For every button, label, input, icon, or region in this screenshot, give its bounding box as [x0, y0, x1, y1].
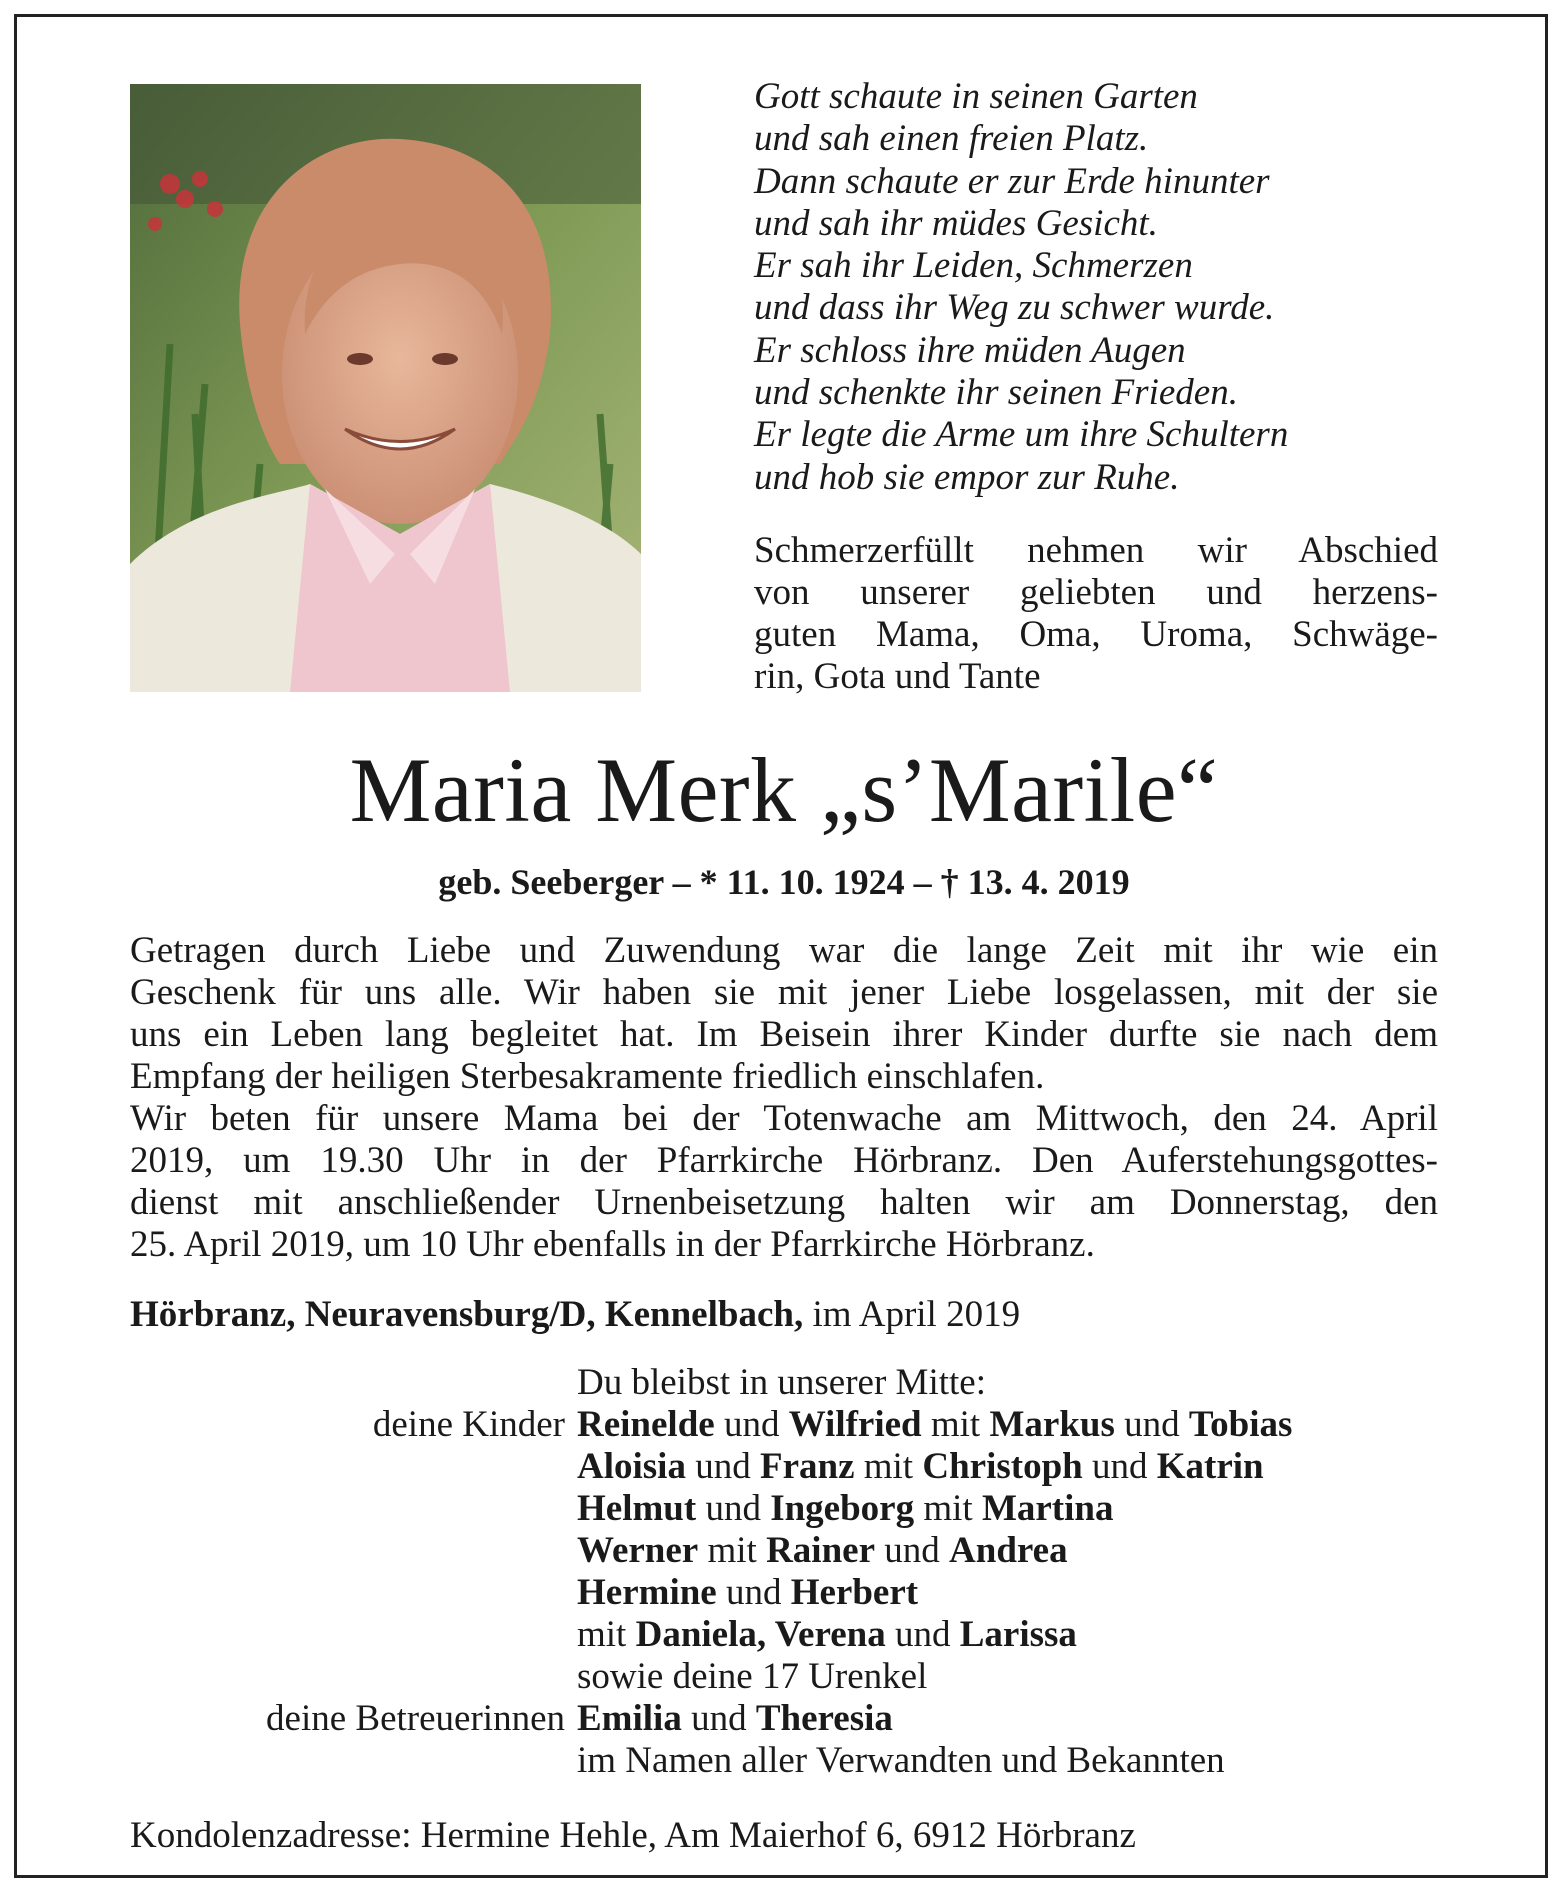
mourner-name: Markus — [989, 1404, 1115, 1445]
connector-text: mit — [577, 1614, 636, 1655]
mourner-name: Reinelde — [577, 1404, 715, 1445]
carers-row — [130, 1698, 1438, 1740]
mourner-name: Theresia — [755, 1698, 893, 1739]
children-names — [577, 1530, 1438, 1572]
body-line: dienst mit anschließender Urnenbeisetzung halten wir am Donnerstag, den — [130, 1182, 1438, 1223]
poem-line: Er schloss ihre müden Augen — [754, 329, 1186, 371]
children-row — [130, 1488, 1438, 1530]
mourners-list — [130, 1362, 1438, 1782]
mourner-name: Larissa — [959, 1614, 1077, 1655]
connector-text: und — [714, 1404, 789, 1445]
carers-names — [577, 1698, 1438, 1740]
mourner-name: Franz — [759, 1446, 855, 1487]
children-names — [577, 1446, 1438, 1488]
children-row — [130, 1656, 1438, 1698]
mourner-name: Helmut — [577, 1488, 697, 1529]
children-names — [577, 1572, 1438, 1614]
mourner-name: Tobias — [1188, 1404, 1293, 1445]
mourner-name: Katrin — [1156, 1446, 1264, 1487]
children-row — [130, 1614, 1438, 1656]
connector-text: und — [681, 1698, 756, 1739]
carers-label: deine Betreuerinnen — [266, 1698, 565, 1739]
poem-line: Er sah ihr Leiden, Schmerzen — [754, 245, 1193, 287]
body-line: Geschenk für uns alle. Wir haben sie mit jener Liebe losgelassen, mit der sie — [130, 972, 1438, 1013]
connector-text: sowie deine 17 Urenkel — [577, 1656, 928, 1697]
mourner-name: Daniela, Verena — [635, 1614, 886, 1655]
poem-line: und hob sie empor zur Ruhe. — [754, 456, 1180, 498]
mourners-intro: Du bleibst in unserer Mitte: — [577, 1362, 986, 1403]
connector-text: und — [685, 1446, 760, 1487]
farewell-text — [754, 530, 1438, 698]
body-line: 25. April 2019, um 10 Uhr ebenfalls in der Pfarrkirche Hörbranz. — [130, 1224, 1095, 1265]
body-line: Empfang der heiligen Sterbesakramente friedlich einschlafen. — [130, 1056, 1045, 1097]
children-label: deine Kinder — [372, 1404, 565, 1445]
connector-text: und — [885, 1614, 960, 1655]
body-line: uns ein Leben lang begleitet hat. Im Beisein ihrer Kinder durfte sie nach dem — [130, 1014, 1438, 1055]
mourner-name: Martina — [981, 1488, 1114, 1529]
mourner-name: Emilia — [577, 1698, 682, 1739]
children-row — [130, 1572, 1438, 1614]
notice-date: im April 2019 — [812, 1294, 1021, 1335]
locations: Hörbranz, Neuravensburg/D, Kennelbach, — [130, 1294, 804, 1335]
place-date-line — [130, 1294, 1020, 1336]
connector-text: und — [716, 1572, 791, 1613]
mourners-intro-row — [130, 1362, 1438, 1404]
poem-line: und sah einen freien Platz. — [754, 118, 1149, 160]
mourner-name: Ingeborg — [770, 1488, 915, 1529]
closing-line: im Namen aller Verwandten und Bekannten — [577, 1740, 1225, 1781]
mourner-name: Hermine — [577, 1572, 717, 1613]
mourner-name: Werner — [577, 1530, 699, 1571]
farewell-line: rin, Gota und Tante — [754, 656, 1041, 697]
farewell-line: Schmerzerfüllt nehmen wir Abschied — [754, 530, 1438, 571]
farewell-line: von unserer geliebten und herzens- — [754, 572, 1438, 613]
poem-line: Gott schaute in seinen Garten — [754, 76, 1198, 117]
connector-text: und — [1082, 1446, 1157, 1487]
body-line: Wir beten für unsere Mama bei der Totenwache am Mittwoch, den 24. April — [130, 1098, 1438, 1139]
notice-body — [130, 930, 1438, 1266]
children-row — [130, 1404, 1438, 1446]
body-line: 2019, um 19.30 Uhr in der Pfarrkirche Hörbranz. Den Auferstehungsgottes- — [130, 1140, 1438, 1181]
poem — [754, 76, 1454, 499]
poem-line: und schenkte ihr seinen Frieden. — [754, 372, 1238, 414]
condolence-address: Kondolenzadresse: Hermine Hehle, Am Maierhof 6, 6912 Hörbranz — [130, 1815, 1136, 1856]
mourner-name: Wilfried — [788, 1404, 922, 1445]
connector-text: und — [1114, 1404, 1189, 1445]
children-row — [130, 1530, 1438, 1572]
poem-line: Er legte die Arme um ihre Schultern — [754, 414, 1289, 456]
poem-line: und sah ihr müdes Gesicht. — [754, 202, 1158, 244]
children-row — [130, 1446, 1438, 1488]
deceased-name: Maria Merk „s’Marile“ — [349, 739, 1219, 841]
connector-text: mit — [914, 1488, 982, 1529]
mourner-name: Herbert — [790, 1572, 919, 1613]
portrait-photo — [130, 84, 641, 692]
closing-row — [130, 1740, 1438, 1782]
connector-text: und — [875, 1530, 950, 1571]
children-names — [577, 1656, 1438, 1698]
connector-text: mit — [698, 1530, 767, 1571]
mourner-name: Andrea — [949, 1530, 1068, 1571]
children-names — [577, 1614, 1438, 1656]
body-line: Getragen durch Liebe und Zuwendung war die lange Zeit mit ihr wie ein — [130, 930, 1438, 971]
mourner-name: Rainer — [766, 1530, 876, 1571]
mourner-name: Christoph — [922, 1446, 1083, 1487]
connector-text: mit — [921, 1404, 990, 1445]
birth-death-dates: geb. Seeberger – * 11. 10. 1924 – † 13. 4. 2019 — [438, 862, 1130, 902]
farewell-line: guten Mama, Oma, Uroma, Schwäge- — [754, 614, 1438, 655]
connector-text: mit — [854, 1446, 923, 1487]
mourner-name: Aloisia — [577, 1446, 686, 1487]
children-names — [577, 1404, 1438, 1446]
poem-line: und dass ihr Weg zu schwer wurde. — [754, 287, 1275, 329]
connector-text: und — [696, 1488, 771, 1529]
poem-line: Dann schaute er zur Erde hinunter — [754, 160, 1270, 202]
children-names — [577, 1488, 1438, 1530]
